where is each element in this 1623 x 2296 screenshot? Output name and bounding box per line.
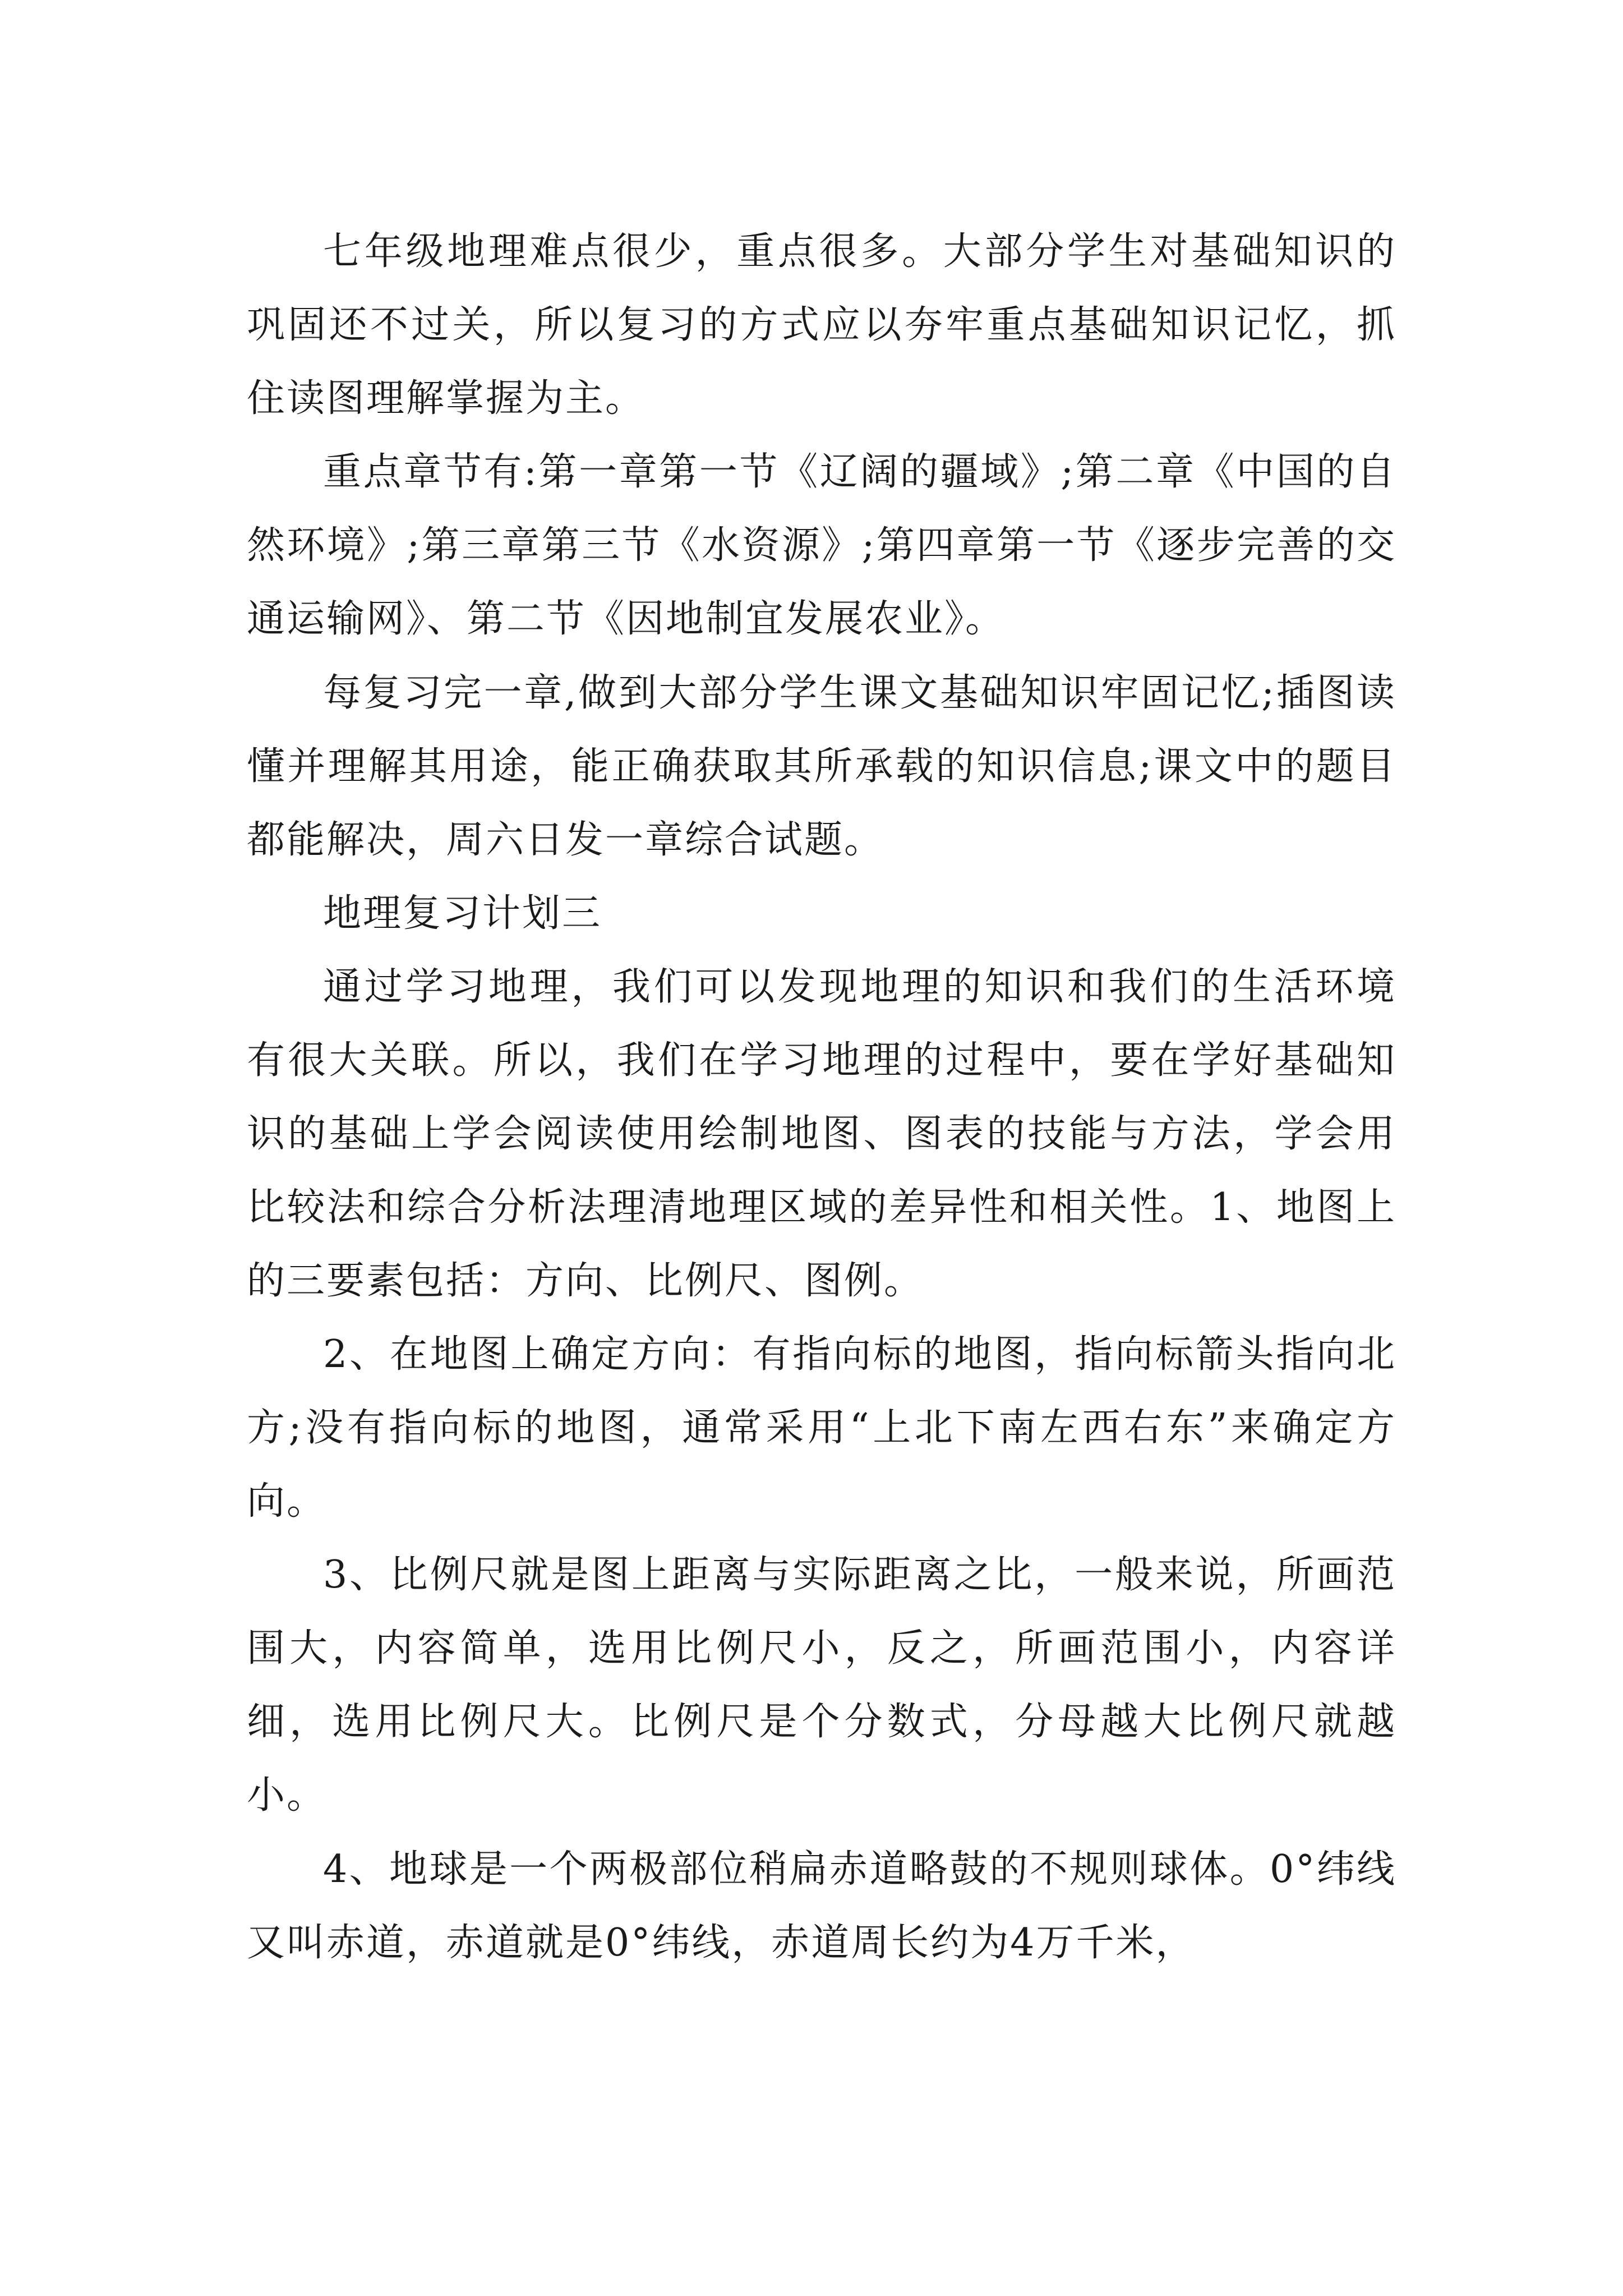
- paragraph-direction: 2、在地图上确定方向：有指向标的地图，指向标箭头指向北方;没有指向标的地图，通常采用“上北下南左西右东”来确定方向。: [247, 1332, 1396, 1524]
- paragraph-review-approach: 七年级地理难点很少，重点很多。大部分学生对基础知识的巩固还不过关，所以复习的方式应以夯牢重点基础知识记忆，抓住读图理解掌握为主。: [247, 229, 1396, 421]
- paragraph-intro: 通过学习地理，我们可以发现地理的知识和我们的生活环境有很大关联。所以，我们在学习地理的过程中，要在学好基础知识的基础上学会阅读使用绘制地图、图表的技能与方法，学会用比较法和综合分析法理清地理区域的差异性和相关性。1、地图上的三要素包括：方向、比例尺、图例。: [247, 965, 1396, 1303]
- paragraph-earth: 4、地球是一个两极部位稍扁赤道略鼓的不规则球体。0°纬线又叫赤道，赤道就是0°纬线，赤道周长约为4万千米，: [247, 1847, 1396, 1965]
- paragraph-chapter-review: 每复习完一章,做到大部分学生课文基础知识牢固记忆;插图读懂并理解其用途，能正确获取其所承载的知识信息;课文中的题目都能解决，周六日发一章综合试题。: [247, 671, 1396, 862]
- paragraph-key-chapters: 重点章节有:第一章第一节《辽阔的疆域》;第二章《中国的自然环境》;第三章第三节《水资源》;第四章第一节《逐步完善的交通运输网》、第二节《因地制宜发展农业》。: [247, 450, 1396, 641]
- paragraph-scale: 3、比例尺就是图上距离与实际距离之比，一般来说，所画范围大，内容简单，选用比例尺小，反之，所画范围小，内容详细，选用比例尺大。比例尺是个分数式，分母越大比例尺就越小。: [247, 1553, 1396, 1818]
- section-heading: 地理复习计划三: [323, 891, 602, 936]
